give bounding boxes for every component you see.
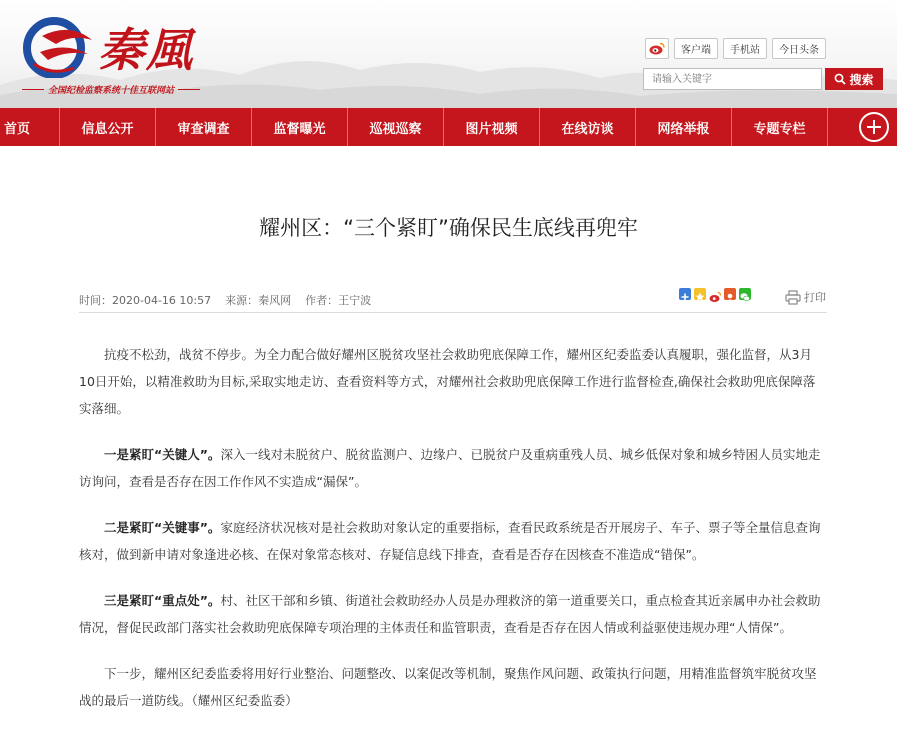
nav-item-online-report[interactable]: 网络举报 [636, 108, 732, 146]
nav-item-online-interview[interactable]: 在线访谈 [540, 108, 636, 146]
meta-divider [79, 312, 827, 313]
weibo-icon [649, 42, 665, 55]
article-meta [79, 292, 371, 308]
printer-icon [785, 290, 801, 305]
logo-slogan: 全国纪检监察系统十佳互联网站 [48, 85, 175, 96]
main-nav [0, 108, 897, 146]
client-app-link[interactable]: 客户端 [674, 38, 718, 59]
search-button[interactable] [825, 68, 883, 90]
print-button[interactable] [785, 289, 826, 305]
nav-item-special-topics[interactable]: 专题专栏 [732, 108, 828, 146]
search-input[interactable] [643, 68, 822, 90]
paragraph-lead: 二是紧盯“关键事”。 [104, 520, 221, 535]
site-logo[interactable] [22, 12, 252, 102]
print-label: 打印 [804, 291, 826, 304]
share-more-icon[interactable] [679, 288, 691, 300]
mobile-site-link[interactable]: 手机站 [723, 38, 767, 59]
article-title: 耀州区：“三个紧盯”确保民生底线再兜牢 [259, 216, 638, 240]
logo-wordmark: 秦風 [98, 23, 194, 77]
paragraph-text: 深入一线对未脱贫户、脱贫监测户、边缘户、已脱贫户及重病重残人员、城乡低保对象和城乡特困人员实地走访询问，查看是否存在因工作作风不实造成“漏保”。 [79, 447, 821, 489]
article-body [79, 341, 827, 733]
search-box [643, 68, 883, 90]
toutiao-link[interactable]: 今日头条 [772, 38, 826, 59]
nav-item-inspection[interactable]: 巡视巡察 [348, 108, 444, 146]
article-paragraph [79, 441, 827, 495]
paragraph-lead: 三是紧盯“重点处”。 [104, 593, 221, 608]
article-paragraph [79, 587, 827, 641]
article-paragraph [79, 514, 827, 568]
quick-links [645, 38, 826, 59]
nav-item-info-disclosure[interactable]: 信息公开 [60, 108, 156, 146]
wechat-share-icon[interactable] [739, 288, 751, 300]
slogan-divider [22, 89, 44, 90]
paragraph-text: 下一步，耀州区纪委监委将用好行业整治、问题整改、以案促改等机制，聚焦作风问题、政策执行问题，用精准监督筑牢脱贫攻坚战的最后一道防线。（耀州区纪委监委） [79, 666, 817, 708]
share-bar [679, 288, 751, 300]
nav-item-home[interactable]: 首页 [0, 108, 60, 146]
renren-share-icon[interactable] [724, 288, 736, 300]
article-source: 来源：秦风网 [225, 294, 292, 307]
weibo-share-icon[interactable] [709, 288, 721, 300]
article-paragraph [79, 341, 827, 422]
publish-time: 时间：2020-04-16 10:57 [79, 294, 212, 307]
search-icon [834, 73, 846, 85]
paragraph-text: 村、社区干部和乡镇、街道社会救助经办人员是办理救济的第一道重要关口，重点检查其近亲属申办社会救助情况，督促民政部门落实社会救助兜底保障专项治理的主体责任和监管职责，查看是否存在因人情或利益驱使违规办理“人情保”。 [79, 593, 821, 635]
nav-item-review-investigation[interactable]: 审查调查 [156, 108, 252, 146]
paragraph-text: 抗疫不松劲，战贫不停步。为全力配合做好耀州区脱贫攻坚社会救助兜底保障工作，耀州区纪委监委认真履职，强化监督，从3月10日开始，以精准救助为目标,采取实地走访、查看资料等方式，对耀州社会救助兜底保障工作进行监督检查,确保社会救助兜底保障落实落细。 [79, 347, 816, 416]
logo-emblem-icon [22, 14, 100, 78]
search-button-label: 搜索 [849, 72, 874, 87]
nav-item-supervision-exposure[interactable]: 监督曝光 [252, 108, 348, 146]
qzone-share-icon[interactable] [694, 288, 706, 300]
paragraph-lead: 一是紧盯“关键人”。 [104, 447, 221, 462]
logo-slogan-row [22, 82, 252, 96]
site-header [0, 0, 897, 108]
paragraph-text: 家庭经济状况核对是社会救助对象认定的重要指标，查看民政系统是否开展房子、车子、票子等全量信息查询核对，做到新申请对象逢进必核、在保对象常态核对、存疑信息线下排查，查看是否存在因核查不准造成“错保”。 [79, 520, 821, 562]
nav-item-photo-video[interactable]: 图片视频 [444, 108, 540, 146]
nav-more-plus-icon[interactable] [859, 112, 889, 142]
article-paragraph [79, 660, 827, 714]
weibo-link[interactable] [645, 38, 669, 59]
slogan-divider [178, 89, 200, 90]
article-author: 作者：王宁波 [305, 294, 372, 307]
